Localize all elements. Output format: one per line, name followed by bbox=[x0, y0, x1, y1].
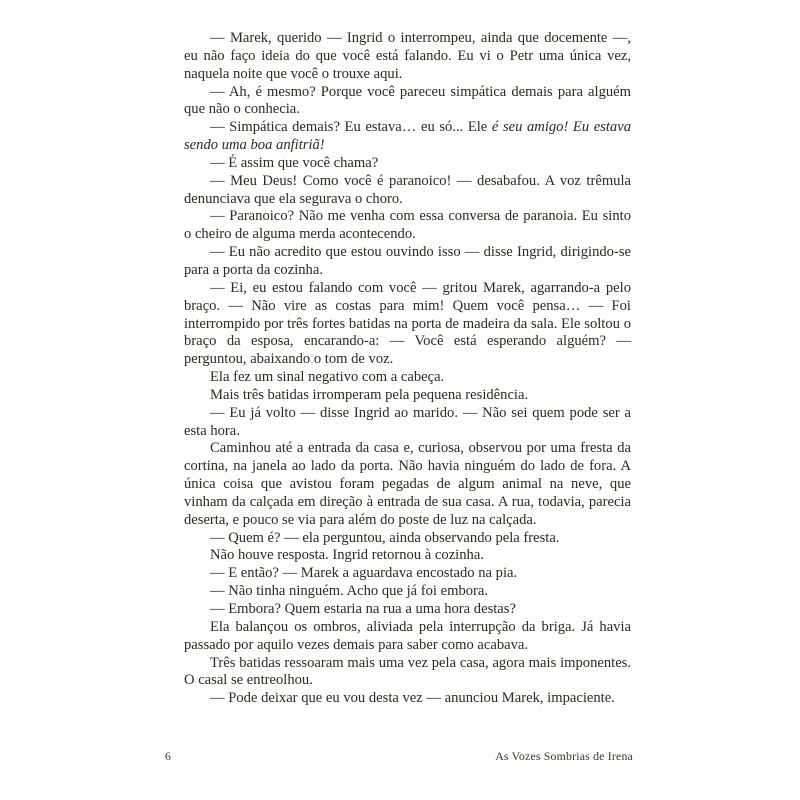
paragraph bbox=[184, 173, 631, 209]
paragraph bbox=[184, 155, 631, 173]
text-run: — Paranoico? Não me venha com essa conversa de paranoia. Eu sinto o cheiro de alguma merda acontecendo. bbox=[184, 208, 631, 243]
text-run-italic: é seu amigo! Eu estava sendo uma boa anfitriã! bbox=[184, 119, 631, 154]
paragraph bbox=[184, 30, 631, 84]
text-run: Não houve resposta. Ingrid retornou à cozinha. bbox=[210, 547, 484, 564]
paragraph bbox=[184, 280, 631, 369]
footer-running-title: As Vozes Sombrias de Irena bbox=[495, 749, 633, 763]
paragraph bbox=[184, 530, 631, 548]
text-run: Caminhou até a entrada da casa e, curiosa, observou por uma fresta da cortina, na janela ao lado da porta. Não havia ninguém do lado de fora. A única coisa que avistou foram pegadas de algum animal na neve, que vinham da calçada em direção à entrada de sua casa. A rua, todavia, parecia deserta, e pouco se via para além do poste de luz na calçada. bbox=[184, 440, 631, 528]
paragraph bbox=[184, 547, 631, 565]
paragraph bbox=[184, 690, 631, 708]
text-run: — Eu já volto — disse Ingrid ao marido. — Não sei quem pode ser a esta hora. bbox=[184, 404, 631, 439]
paragraph bbox=[184, 583, 631, 601]
text-run: — Quem é? — ela perguntou, ainda observando pela fresta. bbox=[210, 529, 560, 546]
paragraph bbox=[184, 619, 631, 655]
paragraph bbox=[184, 655, 631, 691]
text-run: — Não tinha ninguém. Acho que já foi embora. bbox=[210, 583, 489, 600]
text-run: — Embora? Quem estaria na rua a uma hora destas? bbox=[210, 601, 516, 617]
text-run: — E então? — Marek a aguardava encostado na pia. bbox=[210, 565, 518, 582]
text-run: Ela fez um sinal negativo com a cabeça. bbox=[210, 369, 445, 386]
text-run: Três batidas ressoaram mais uma vez pela casa, agora mais imponentes. O casal se entreolhou. bbox=[184, 654, 631, 689]
paragraph bbox=[184, 387, 631, 405]
text-run: Ela balançou os ombros, aliviada pela interrupção da briga. Já havia passado por aquilo vezes demais para saber como acabava. bbox=[184, 618, 631, 653]
page-footer bbox=[165, 749, 633, 764]
text-run: — Meu Deus! Como você é paranoico! — desabafou. A voz trêmula denunciava que ela segurava o choro. bbox=[184, 172, 631, 207]
text-run: — Simpática demais? Eu estava… eu só... Ele bbox=[210, 119, 492, 136]
paragraph bbox=[184, 369, 631, 387]
paragraph bbox=[184, 565, 631, 583]
text-run: — Eu não acredito que estou ouvindo isso — disse Ingrid, dirigindo-se para a porta da cozinha. bbox=[184, 244, 631, 278]
text-block bbox=[184, 30, 631, 708]
text-run: — Pode deixar que eu vou desta vez — anunciou Marek, impaciente. bbox=[210, 690, 615, 707]
text-run: — É assim que você chama? bbox=[210, 154, 379, 171]
text-run: Mais três batidas irromperam pela pequena residência. bbox=[210, 386, 529, 403]
paragraph bbox=[184, 244, 631, 280]
text-run: — Ei, eu estou falando com você — gritou Marek, agarrando-a pelo braço. — Não vire as costas para mim! Quem você pensa… — Foi interrompido por três fortes batidas na porta de madeira da sala. Ele soltou o braço da esposa, encarando-a: — Você está esperando alguém? — perguntou, abaixando o tom de voz. bbox=[184, 279, 631, 368]
paragraph bbox=[184, 208, 631, 244]
paragraph bbox=[184, 440, 631, 529]
text-run: — Marek, querido — Ingrid o interrompeu, ainda que docemente —, eu não faço ideia do que você está falando. Eu vi o Petr uma única vez, naquela noite que você o trouxe aqui. bbox=[184, 30, 631, 82]
paragraph bbox=[184, 405, 631, 441]
paragraph bbox=[184, 119, 631, 155]
footer-page-number: 6 bbox=[165, 749, 172, 763]
text-run: — Ah, é mesmo? Porque você pareceu simpática demais para alguém que não o conhecia. bbox=[184, 83, 631, 118]
paragraph bbox=[184, 601, 631, 619]
paragraph bbox=[184, 84, 631, 120]
